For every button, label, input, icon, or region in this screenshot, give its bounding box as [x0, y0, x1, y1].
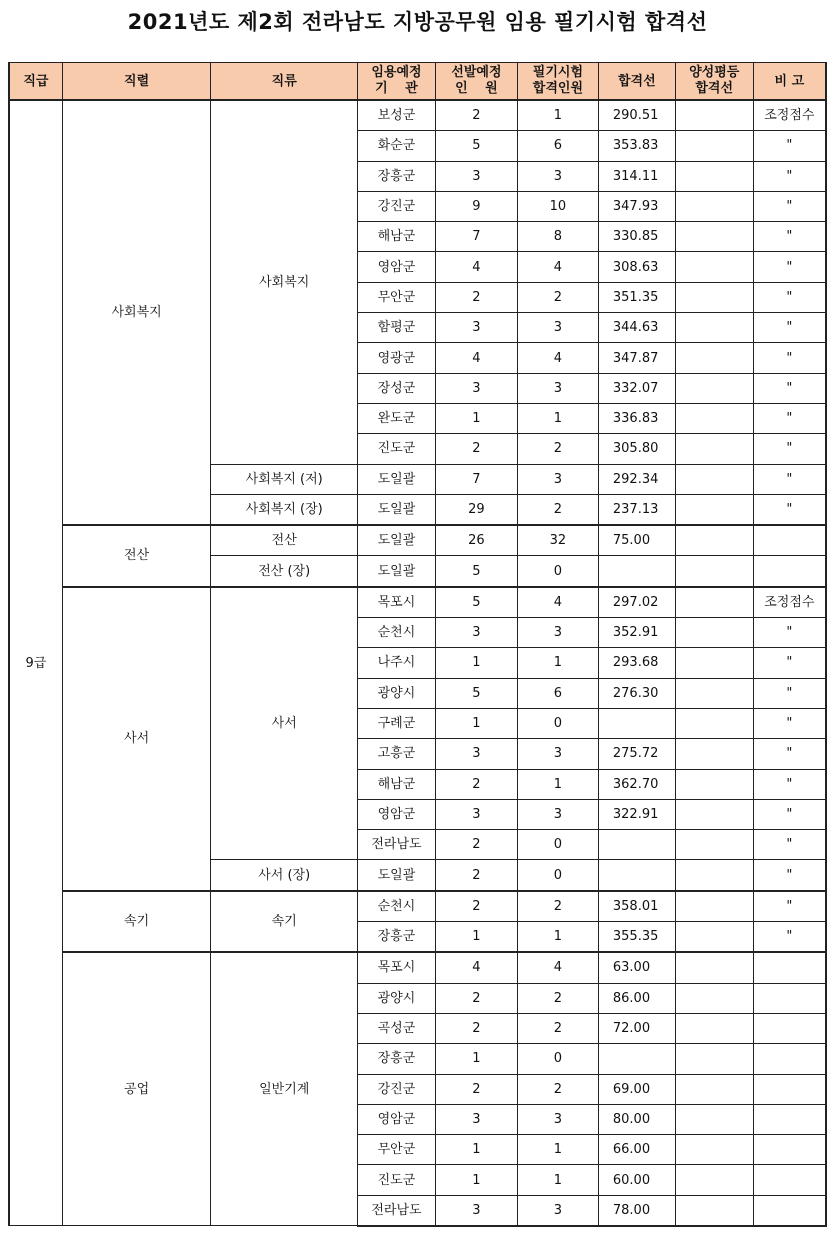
passed-cell: 8 [517, 222, 598, 252]
planned-cell: 2 [435, 1013, 517, 1043]
cutoff-cell: 351.35 [598, 282, 675, 312]
gender-cutoff-cell [675, 343, 753, 373]
note-cell [753, 952, 826, 983]
gender-cutoff-cell [675, 1104, 753, 1134]
cutoff-cell: 292.34 [598, 464, 675, 494]
passed-cell: 0 [517, 860, 598, 891]
cutoff-cell: 297.02 [598, 587, 675, 618]
gender-cutoff-cell [675, 922, 753, 953]
passed-cell: 0 [517, 708, 598, 738]
agency-cell: 나주시 [358, 648, 436, 678]
cutoff-cell [598, 708, 675, 738]
cutoff-cell: 78.00 [598, 1195, 675, 1226]
planned-cell: 2 [435, 830, 517, 860]
cutoff-cell: 305.80 [598, 434, 675, 464]
planned-cell: 1 [435, 708, 517, 738]
note-cell: " [753, 922, 826, 953]
gender-cutoff-cell [675, 1013, 753, 1043]
passed-cell: 0 [517, 830, 598, 860]
gender-cutoff-cell [675, 494, 753, 525]
note-cell [753, 1165, 826, 1195]
class-cell: 사회복지 (저) [211, 464, 358, 494]
planned-cell: 1 [435, 1135, 517, 1165]
cutoff-cell: 308.63 [598, 252, 675, 282]
gender-cutoff-cell [675, 1135, 753, 1165]
grade-cell: 9급 [9, 100, 62, 1226]
gender-cutoff-cell [675, 434, 753, 464]
passed-cell: 3 [517, 799, 598, 829]
note-cell: 조정점수 [753, 100, 826, 131]
class-cell: 사회복지 [211, 100, 358, 464]
cutoff-cell: 275.72 [598, 739, 675, 769]
gender-cutoff-cell [675, 587, 753, 618]
gender-cutoff-cell [675, 131, 753, 161]
passed-cell: 4 [517, 252, 598, 282]
note-cell [753, 556, 826, 587]
class-cell: 전산 [211, 525, 358, 556]
passed-cell: 3 [517, 373, 598, 403]
cutoff-cell: 293.68 [598, 648, 675, 678]
note-cell: " [753, 799, 826, 829]
agency-cell: 완도군 [358, 403, 436, 433]
passed-cell: 1 [517, 1135, 598, 1165]
cutoff-cell [598, 556, 675, 587]
passed-cell: 3 [517, 161, 598, 191]
header-agency-line2: 기 관 [375, 81, 418, 96]
gender-cutoff-cell [675, 830, 753, 860]
planned-cell: 4 [435, 343, 517, 373]
gender-cutoff-cell [675, 252, 753, 282]
note-cell [753, 983, 826, 1013]
planned-cell: 5 [435, 131, 517, 161]
cutoff-cell: 332.07 [598, 373, 675, 403]
class-cell: 사회복지 (장) [211, 494, 358, 525]
gender-cutoff-cell [675, 222, 753, 252]
class-cell: 속기 [211, 891, 358, 953]
planned-cell: 2 [435, 769, 517, 799]
cutoff-cell: 80.00 [598, 1104, 675, 1134]
note-cell: " [753, 343, 826, 373]
cutoff-cell: 322.91 [598, 799, 675, 829]
agency-cell: 해남군 [358, 769, 436, 799]
agency-cell: 무안군 [358, 1135, 436, 1165]
cutoff-cell: 69.00 [598, 1074, 675, 1104]
table-body [9, 100, 826, 1226]
planned-cell: 5 [435, 556, 517, 587]
cutoff-cell: 347.87 [598, 343, 675, 373]
header-note: 비 고 [753, 63, 826, 101]
passed-cell: 1 [517, 922, 598, 953]
gender-cutoff-cell [675, 799, 753, 829]
note-cell: " [753, 769, 826, 799]
cutoff-cell: 362.70 [598, 769, 675, 799]
agency-cell: 목포시 [358, 587, 436, 618]
agency-cell: 진도군 [358, 434, 436, 464]
passed-cell: 32 [517, 525, 598, 556]
passed-cell: 3 [517, 464, 598, 494]
gender-cutoff-cell [675, 1165, 753, 1195]
table-row [9, 587, 826, 618]
header-passed-line1: 필기시험 [532, 65, 583, 80]
header-passed-line2: 합격인원 [532, 81, 583, 96]
header-planned-line2: 인 원 [455, 81, 498, 96]
note-cell: " [753, 494, 826, 525]
passed-cell: 6 [517, 678, 598, 708]
passed-cell: 3 [517, 1195, 598, 1226]
page-title: 2021년도 제2회 전라남도 지방공무원 임용 필기시험 합격선 [127, 10, 708, 34]
planned-cell: 3 [435, 1104, 517, 1134]
gender-cutoff-cell [675, 100, 753, 131]
gender-cutoff-cell [675, 464, 753, 494]
header-planned [435, 63, 517, 101]
planned-cell: 3 [435, 618, 517, 648]
header-cutoff: 합격선 [598, 63, 675, 101]
cutoff-cell [598, 860, 675, 891]
gender-cutoff-cell [675, 860, 753, 891]
agency-cell: 영광군 [358, 343, 436, 373]
gender-cutoff-cell [675, 191, 753, 221]
cutoff-cell: 75.00 [598, 525, 675, 556]
planned-cell: 5 [435, 587, 517, 618]
agency-cell: 강진군 [358, 1074, 436, 1104]
note-cell: " [753, 222, 826, 252]
gender-cutoff-cell [675, 1195, 753, 1226]
class-cell: 일반기계 [211, 952, 358, 1226]
agency-cell: 해남군 [358, 222, 436, 252]
gender-cutoff-cell [675, 1074, 753, 1104]
planned-cell: 7 [435, 222, 517, 252]
passed-cell: 6 [517, 131, 598, 161]
table-row [9, 525, 826, 556]
agency-cell: 도일괄 [358, 525, 436, 556]
gender-cutoff-cell [675, 678, 753, 708]
planned-cell: 2 [435, 434, 517, 464]
passed-cell: 2 [517, 983, 598, 1013]
note-cell [753, 1135, 826, 1165]
cutoff-cell: 66.00 [598, 1135, 675, 1165]
note-cell: " [753, 434, 826, 464]
gender-cutoff-cell [675, 891, 753, 922]
agency-cell: 전라남도 [358, 830, 436, 860]
agency-cell: 강진군 [358, 191, 436, 221]
series-cell: 사서 [62, 587, 211, 891]
agency-cell: 화순군 [358, 131, 436, 161]
agency-cell: 도일괄 [358, 556, 436, 587]
series-cell: 전산 [62, 525, 211, 587]
passed-cell: 3 [517, 618, 598, 648]
passed-cell: 2 [517, 1074, 598, 1104]
series-cell: 사회복지 [62, 100, 211, 525]
passed-cell: 2 [517, 891, 598, 922]
passed-cell: 1 [517, 769, 598, 799]
planned-cell: 2 [435, 1074, 517, 1104]
planned-cell: 3 [435, 313, 517, 343]
cutoff-cell: 347.93 [598, 191, 675, 221]
planned-cell: 2 [435, 100, 517, 131]
passed-cell: 0 [517, 556, 598, 587]
planned-cell: 1 [435, 648, 517, 678]
cutoff-cell: 86.00 [598, 983, 675, 1013]
passed-cell: 2 [517, 434, 598, 464]
gender-cutoff-cell [675, 1044, 753, 1074]
gender-cutoff-cell [675, 525, 753, 556]
planned-cell: 1 [435, 1044, 517, 1074]
gender-cutoff-cell [675, 952, 753, 983]
planned-cell: 3 [435, 373, 517, 403]
planned-cell: 9 [435, 191, 517, 221]
planned-cell: 2 [435, 983, 517, 1013]
gender-cutoff-cell [675, 708, 753, 738]
agency-cell: 장흥군 [358, 922, 436, 953]
note-cell: " [753, 252, 826, 282]
gender-cutoff-cell [675, 282, 753, 312]
gender-cutoff-cell [675, 556, 753, 587]
note-cell: " [753, 161, 826, 191]
passed-cell: 4 [517, 587, 598, 618]
note-cell: " [753, 618, 826, 648]
passed-cell: 4 [517, 952, 598, 983]
planned-cell: 3 [435, 161, 517, 191]
agency-cell: 무안군 [358, 282, 436, 312]
cutoff-cell [598, 830, 675, 860]
table-row [9, 952, 826, 983]
gender-cutoff-cell [675, 161, 753, 191]
cutoff-cell: 63.00 [598, 952, 675, 983]
planned-cell: 1 [435, 403, 517, 433]
agency-cell: 장흥군 [358, 1044, 436, 1074]
table-row [9, 100, 826, 131]
planned-cell: 3 [435, 799, 517, 829]
agency-cell: 전라남도 [358, 1195, 436, 1226]
note-cell: " [753, 282, 826, 312]
planned-cell: 3 [435, 739, 517, 769]
agency-cell: 도일괄 [358, 494, 436, 525]
cutoff-cell: 358.01 [598, 891, 675, 922]
table-row [9, 891, 826, 922]
note-cell: " [753, 860, 826, 891]
agency-cell: 장성군 [358, 373, 436, 403]
agency-cell: 구례군 [358, 708, 436, 738]
note-cell: " [753, 891, 826, 922]
note-cell: " [753, 403, 826, 433]
note-cell [753, 1104, 826, 1134]
agency-cell: 광양시 [358, 983, 436, 1013]
passed-cell: 3 [517, 313, 598, 343]
note-cell: " [753, 464, 826, 494]
note-cell: " [753, 648, 826, 678]
agency-cell: 영암군 [358, 1104, 436, 1134]
gender-cutoff-cell [675, 618, 753, 648]
planned-cell: 2 [435, 860, 517, 891]
planned-cell: 1 [435, 1165, 517, 1195]
gender-cutoff-cell [675, 739, 753, 769]
passed-cell: 1 [517, 1165, 598, 1195]
passed-cell: 2 [517, 1013, 598, 1043]
planned-cell: 26 [435, 525, 517, 556]
planned-cell: 3 [435, 1195, 517, 1226]
header-grade: 직급 [9, 63, 62, 101]
note-cell [753, 1013, 826, 1043]
passed-cell: 2 [517, 282, 598, 312]
header-planned-line1: 선발예정 [451, 65, 502, 80]
agency-cell: 함평군 [358, 313, 436, 343]
series-cell: 속기 [62, 891, 211, 953]
planned-cell: 7 [435, 464, 517, 494]
planned-cell: 2 [435, 282, 517, 312]
passed-cell: 1 [517, 648, 598, 678]
passed-cell: 3 [517, 1104, 598, 1134]
agency-cell: 목포시 [358, 952, 436, 983]
header-gender-line2: 합격선 [695, 81, 734, 96]
gender-cutoff-cell [675, 769, 753, 799]
cutoff-cell [598, 1044, 675, 1074]
note-cell: " [753, 313, 826, 343]
note-cell: " [753, 739, 826, 769]
agency-cell: 도일괄 [358, 464, 436, 494]
agency-cell: 광양시 [358, 678, 436, 708]
planned-cell: 5 [435, 678, 517, 708]
cutoff-cell: 276.30 [598, 678, 675, 708]
class-cell: 사서 (장) [211, 860, 358, 891]
cutoff-cell: 353.83 [598, 131, 675, 161]
note-cell [753, 1074, 826, 1104]
agency-cell: 순천시 [358, 618, 436, 648]
gender-cutoff-cell [675, 313, 753, 343]
passed-cell: 3 [517, 739, 598, 769]
cutoff-cell: 290.51 [598, 100, 675, 131]
note-cell: " [753, 373, 826, 403]
note-cell [753, 525, 826, 556]
planned-cell: 29 [435, 494, 517, 525]
series-cell: 공업 [62, 952, 211, 1226]
agency-cell: 도일괄 [358, 860, 436, 891]
cutoff-cell: 60.00 [598, 1165, 675, 1195]
agency-cell: 고흥군 [358, 739, 436, 769]
cutoff-cell: 344.63 [598, 313, 675, 343]
note-cell: " [753, 131, 826, 161]
note-cell: " [753, 830, 826, 860]
note-cell: " [753, 191, 826, 221]
agency-cell: 보성군 [358, 100, 436, 131]
cutoff-cell: 352.91 [598, 618, 675, 648]
header-agency-line1: 임용예정 [371, 65, 422, 80]
class-cell: 전산 (장) [211, 556, 358, 587]
header-row [9, 63, 826, 101]
note-cell: 조정점수 [753, 587, 826, 618]
note-cell [753, 1195, 826, 1226]
agency-cell: 순천시 [358, 891, 436, 922]
agency-cell: 곡성군 [358, 1013, 436, 1043]
header-passed [517, 63, 598, 101]
header-gender [675, 63, 753, 101]
agency-cell: 영암군 [358, 799, 436, 829]
cutoff-cell: 237.13 [598, 494, 675, 525]
gender-cutoff-cell [675, 648, 753, 678]
planned-cell: 2 [435, 891, 517, 922]
agency-cell: 영암군 [358, 252, 436, 282]
agency-cell: 진도군 [358, 1165, 436, 1195]
cutoff-cell: 314.11 [598, 161, 675, 191]
header-class: 직류 [211, 63, 358, 101]
passed-cell: 4 [517, 343, 598, 373]
cutoff-cell: 336.83 [598, 403, 675, 433]
note-cell: " [753, 678, 826, 708]
note-cell: " [753, 708, 826, 738]
cutoff-cell: 355.35 [598, 922, 675, 953]
header-gender-line1: 양성평등 [689, 65, 740, 80]
passed-cell: 1 [517, 403, 598, 433]
planned-cell: 4 [435, 952, 517, 983]
passed-cell: 1 [517, 100, 598, 131]
header-series: 직렬 [62, 63, 211, 101]
planned-cell: 4 [435, 252, 517, 282]
results-table [8, 62, 827, 1227]
passed-cell: 2 [517, 494, 598, 525]
header-agency [358, 63, 436, 101]
passed-cell: 10 [517, 191, 598, 221]
note-cell [753, 1044, 826, 1074]
gender-cutoff-cell [675, 983, 753, 1013]
gender-cutoff-cell [675, 373, 753, 403]
class-cell: 사서 [211, 587, 358, 860]
cutoff-cell: 72.00 [598, 1013, 675, 1043]
agency-cell: 장흥군 [358, 161, 436, 191]
gender-cutoff-cell [675, 403, 753, 433]
passed-cell: 0 [517, 1044, 598, 1074]
planned-cell: 1 [435, 922, 517, 953]
cutoff-cell: 330.85 [598, 222, 675, 252]
